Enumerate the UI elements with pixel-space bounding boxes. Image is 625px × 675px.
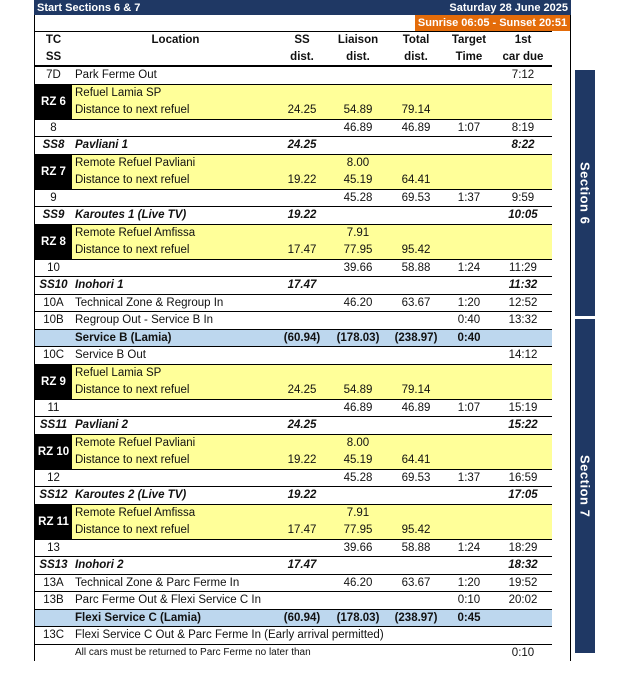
target-time: [444, 276, 494, 294]
refuel-total-blank: [388, 154, 444, 172]
first-car-due: 17:05: [494, 486, 552, 504]
itinerary-sheet: [34, 0, 571, 661]
first-car-due: 18:29: [494, 539, 552, 557]
header2-liaison-dist: dist.: [328, 49, 388, 67]
first-car-due: 14:12: [494, 346, 552, 364]
first-car-due: 8:22: [494, 136, 552, 154]
liaison-distance: [328, 591, 388, 609]
refuel-target: [444, 451, 494, 469]
target-time: [444, 486, 494, 504]
ss-distance: 17.47: [276, 276, 328, 294]
header-location: Location: [72, 31, 276, 49]
tc-code: 13: [35, 539, 72, 557]
first-car-due: 16:59: [494, 469, 552, 487]
first-car-due: 11:29: [494, 259, 552, 277]
refuel-zone-badge: RZ 9: [35, 364, 72, 399]
stage-name: Pavliani 1: [72, 136, 276, 154]
refuel-ss-blank: [276, 84, 328, 102]
refuel-total-dist: 79.14: [388, 381, 444, 399]
target-time: 0:45: [444, 609, 494, 627]
refuel-distance-label: Distance to next refuel: [72, 451, 276, 469]
target-time: [444, 416, 494, 434]
liaison-distance: 45.28: [328, 469, 388, 487]
target-time: [444, 556, 494, 574]
target-time: [444, 66, 494, 84]
refuel-due-blank: [494, 504, 552, 522]
liaison-distance: (178.03): [328, 329, 388, 347]
refuel-location: Remote Refuel Pavliani: [72, 434, 276, 452]
first-car-due: [494, 609, 552, 627]
total-distance: [388, 346, 444, 364]
tc-code: 10: [35, 259, 72, 277]
refuel-ss-blank: [276, 434, 328, 452]
ss-distance: [276, 399, 328, 417]
refuel-location: Refuel Lamia SP: [72, 84, 276, 102]
refuel-ss-blank: [276, 224, 328, 242]
refuel-due-blank: [494, 224, 552, 242]
itinerary-table: [34, 31, 571, 661]
liaison-distance: [328, 486, 388, 504]
refuel-total-dist: 79.14: [388, 101, 444, 119]
refuel-target-blank: [444, 504, 494, 522]
liaison-distance: 46.89: [328, 119, 388, 137]
tc-code: 8: [35, 119, 72, 137]
target-time: 0:10: [444, 591, 494, 609]
refuel-total-blank: [388, 224, 444, 242]
target-time: [444, 136, 494, 154]
ss-distance: [276, 469, 328, 487]
service-name: Flexi Service C (Lamia): [72, 609, 276, 627]
header-first-car-due: 1st: [494, 31, 552, 49]
refuel-due-blank: [494, 154, 552, 172]
refuel-liaison-dist: 45.19: [328, 451, 388, 469]
ss-distance: [276, 346, 328, 364]
liaison-distance: [328, 276, 388, 294]
refuel-total-dist: 64.41: [388, 451, 444, 469]
refuel-due: [494, 381, 552, 399]
header-tc: TC: [35, 31, 72, 49]
ss-distance: (60.94): [276, 329, 328, 347]
stage-name: Karoutes 1 (Live TV): [72, 206, 276, 224]
stage-code: SS11: [35, 416, 72, 434]
refuel-ss-dist: 24.25: [276, 381, 328, 399]
stage-name: Inohori 2: [72, 556, 276, 574]
stage-name: Pavliani 2: [72, 416, 276, 434]
refuel-target: [444, 241, 494, 259]
total-distance: [388, 311, 444, 329]
ss-distance: [276, 294, 328, 312]
refuel-distance-label: Distance to next refuel: [72, 101, 276, 119]
refuel-distance-label: Distance to next refuel: [72, 171, 276, 189]
refuel-liaison-top: [328, 84, 388, 102]
refuel-zone-badge: RZ 11: [35, 504, 72, 539]
first-car-due: 13:32: [494, 311, 552, 329]
refuel-due: [494, 101, 552, 119]
refuel-liaison-top: 8.00: [328, 154, 388, 172]
service-name: Service B (Lamia): [72, 329, 276, 347]
refuel-ss-dist: 19.22: [276, 171, 328, 189]
tc-code: [35, 609, 72, 627]
first-car-due: 15:22: [494, 416, 552, 434]
banner-title: Start Sections 6 & 7: [37, 1, 141, 14]
tc-code: 12: [35, 469, 72, 487]
ss-distance: [276, 119, 328, 137]
liaison-distance: 45.28: [328, 189, 388, 207]
target-time: 1:37: [444, 469, 494, 487]
refuel-target: [444, 381, 494, 399]
location-name: [72, 539, 276, 557]
first-car-due: 19:52: [494, 574, 552, 592]
location-name: [72, 259, 276, 277]
ss-distance: [276, 311, 328, 329]
target-time: [444, 644, 494, 662]
stage-code: SS8: [35, 136, 72, 154]
refuel-liaison-top: 7.91: [328, 504, 388, 522]
title-banner: [34, 0, 571, 15]
total-distance: [388, 626, 444, 644]
stage-code: SS10: [35, 276, 72, 294]
refuel-total-blank: [388, 84, 444, 102]
stage-name: Inohori 1: [72, 276, 276, 294]
first-car-due: 7:12: [494, 66, 552, 84]
first-car-due: 11:32: [494, 276, 552, 294]
liaison-distance: 46.20: [328, 574, 388, 592]
tc-code: 10C: [35, 346, 72, 364]
location-name: Park Ferme Out: [72, 66, 276, 84]
refuel-liaison-top: [328, 364, 388, 382]
stage-code: SS12: [35, 486, 72, 504]
target-time: 1:20: [444, 574, 494, 592]
location-name: Flexi Service C Out & Parc Ferme In (Early arrival permitted): [72, 626, 276, 644]
liaison-distance: [328, 206, 388, 224]
refuel-total-blank: [388, 504, 444, 522]
sunrise-sunset-label: Sunrise 06:05 - Sunset 20:51: [415, 15, 570, 31]
target-time: 1:07: [444, 119, 494, 137]
refuel-ss-blank: [276, 154, 328, 172]
first-car-due: 12:52: [494, 294, 552, 312]
refuel-due: [494, 241, 552, 259]
liaison-distance: [328, 416, 388, 434]
target-time: 0:40: [444, 329, 494, 347]
location-name: Parc Ferme Out & Flexi Service C In: [72, 591, 276, 609]
tc-code: 10B: [35, 311, 72, 329]
total-distance: [388, 136, 444, 154]
first-car-due: 8:19: [494, 119, 552, 137]
refuel-ss-blank: [276, 504, 328, 522]
total-distance: 63.67: [388, 294, 444, 312]
refuel-ss-dist: 17.47: [276, 521, 328, 539]
refuel-target: [444, 521, 494, 539]
header2-target-time: Time: [444, 49, 494, 67]
refuel-liaison-dist: 45.19: [328, 171, 388, 189]
target-time: [444, 346, 494, 364]
header-target-time: Target: [444, 31, 494, 49]
refuel-due-blank: [494, 364, 552, 382]
refuel-target-blank: [444, 224, 494, 242]
location-name: [72, 119, 276, 137]
total-distance: 46.89: [388, 399, 444, 417]
ss-distance: 19.22: [276, 486, 328, 504]
refuel-ss-blank: [276, 364, 328, 382]
first-car-due: [494, 626, 552, 644]
refuel-due: [494, 521, 552, 539]
location-name: Technical Zone & Regroup In: [72, 294, 276, 312]
tc-code: 7D: [35, 66, 72, 84]
tc-code: 9: [35, 189, 72, 207]
ss-distance: 24.25: [276, 136, 328, 154]
header2-location: [72, 49, 276, 67]
target-time: 1:37: [444, 189, 494, 207]
liaison-distance: 46.89: [328, 399, 388, 417]
target-time: 1:20: [444, 294, 494, 312]
tc-code: 10A: [35, 294, 72, 312]
ss-distance: [276, 574, 328, 592]
refuel-zone-badge: RZ 6: [35, 84, 72, 119]
header2-total-dist: dist.: [388, 49, 444, 67]
section-6-label: Section 6: [575, 70, 595, 316]
total-distance: (238.97): [388, 609, 444, 627]
location-name: Regroup Out - Service B In: [72, 311, 276, 329]
first-car-due: [494, 329, 552, 347]
ss-distance: [276, 189, 328, 207]
refuel-target: [444, 171, 494, 189]
refuel-location: Remote Refuel Amfissa: [72, 504, 276, 522]
total-distance: 58.88: [388, 259, 444, 277]
total-distance: 46.89: [388, 119, 444, 137]
header-ss-dist: SS: [276, 31, 328, 49]
liaison-distance: [328, 136, 388, 154]
tc-code: 13B: [35, 591, 72, 609]
refuel-zone-badge: RZ 7: [35, 154, 72, 189]
total-distance: [388, 591, 444, 609]
refuel-liaison-dist: 54.89: [328, 101, 388, 119]
refuel-ss-dist: 24.25: [276, 101, 328, 119]
ss-distance: 19.22: [276, 206, 328, 224]
total-distance: 69.53: [388, 189, 444, 207]
total-distance: [388, 556, 444, 574]
target-time: [444, 626, 494, 644]
refuel-target-blank: [444, 364, 494, 382]
stage-code: SS13: [35, 556, 72, 574]
total-distance: [388, 644, 444, 662]
total-distance: (238.97): [388, 329, 444, 347]
ss-distance: [276, 66, 328, 84]
liaison-distance: (178.03): [328, 609, 388, 627]
ss-distance: [276, 644, 328, 662]
refuel-total-dist: 95.42: [388, 521, 444, 539]
refuel-liaison-top: 8.00: [328, 434, 388, 452]
liaison-distance: [328, 644, 388, 662]
liaison-distance: [328, 66, 388, 84]
total-distance: 58.88: [388, 539, 444, 557]
header2-tc: SS: [35, 49, 72, 67]
liaison-distance: [328, 346, 388, 364]
total-distance: [388, 206, 444, 224]
total-distance: 63.67: [388, 574, 444, 592]
tc-code: 11: [35, 399, 72, 417]
refuel-target: [444, 101, 494, 119]
refuel-location: Remote Refuel Amfissa: [72, 224, 276, 242]
location-name: [72, 469, 276, 487]
refuel-ss-dist: 17.47: [276, 241, 328, 259]
refuel-total-blank: [388, 434, 444, 452]
refuel-liaison-dist: 54.89: [328, 381, 388, 399]
refuel-due: [494, 171, 552, 189]
refuel-target-blank: [444, 434, 494, 452]
location-name: Technical Zone & Parc Ferme In: [72, 574, 276, 592]
total-distance: 69.53: [388, 469, 444, 487]
refuel-zone-badge: RZ 10: [35, 434, 72, 469]
section-7-label: Section 7: [575, 319, 595, 653]
stage-code: SS9: [35, 206, 72, 224]
tc-code: 13C: [35, 626, 72, 644]
first-car-due: 10:05: [494, 206, 552, 224]
location-name: [72, 189, 276, 207]
tc-code: 13A: [35, 574, 72, 592]
ss-distance: [276, 591, 328, 609]
refuel-location: Remote Refuel Pavliani: [72, 154, 276, 172]
refuel-liaison-dist: 77.95: [328, 241, 388, 259]
total-distance: [388, 486, 444, 504]
header-liaison-dist: Liaison: [328, 31, 388, 49]
target-time: 1:07: [444, 399, 494, 417]
liaison-distance: [328, 556, 388, 574]
target-time: 1:24: [444, 539, 494, 557]
target-time: 1:24: [444, 259, 494, 277]
liaison-distance: 39.66: [328, 259, 388, 277]
refuel-distance-label: Distance to next refuel: [72, 381, 276, 399]
refuel-distance-label: Distance to next refuel: [72, 241, 276, 259]
first-car-due: 18:32: [494, 556, 552, 574]
refuel-total-dist: 95.42: [388, 241, 444, 259]
header2-ss-dist: dist.: [276, 49, 328, 67]
ss-distance: [276, 539, 328, 557]
liaison-distance: [328, 311, 388, 329]
ss-distance: [276, 259, 328, 277]
tc-code: [35, 329, 72, 347]
refuel-due-blank: [494, 434, 552, 452]
first-car-due: 9:59: [494, 189, 552, 207]
liaison-distance: 46.20: [328, 294, 388, 312]
first-car-due: 0:10: [494, 644, 552, 662]
refuel-target-blank: [444, 154, 494, 172]
banner-date: Saturday 28 June 2025: [449, 1, 568, 14]
refuel-liaison-dist: 77.95: [328, 521, 388, 539]
refuel-total-dist: 64.41: [388, 171, 444, 189]
ss-distance: 24.25: [276, 416, 328, 434]
sun-row: [34, 15, 571, 31]
location-name: [72, 399, 276, 417]
tc-code: [35, 644, 72, 662]
location-name: All cars must be returned to Parc Ferme no later than: [72, 644, 276, 662]
location-name: Service B Out: [72, 346, 276, 364]
liaison-distance: 39.66: [328, 539, 388, 557]
total-distance: [388, 416, 444, 434]
target-time: 0:40: [444, 311, 494, 329]
first-car-due: 15:19: [494, 399, 552, 417]
target-time: [444, 206, 494, 224]
refuel-distance-label: Distance to next refuel: [72, 521, 276, 539]
total-distance: [388, 276, 444, 294]
ss-distance: 17.47: [276, 556, 328, 574]
refuel-ss-dist: 19.22: [276, 451, 328, 469]
stage-name: Karoutes 2 (Live TV): [72, 486, 276, 504]
header-total-dist: Total: [388, 31, 444, 49]
refuel-zone-badge: RZ 8: [35, 224, 72, 259]
refuel-due-blank: [494, 84, 552, 102]
refuel-total-blank: [388, 364, 444, 382]
header2-first-car-due: car due: [494, 49, 552, 67]
total-distance: [388, 66, 444, 84]
refuel-location: Refuel Lamia SP: [72, 364, 276, 382]
ss-distance: (60.94): [276, 609, 328, 627]
refuel-target-blank: [444, 84, 494, 102]
refuel-liaison-top: 7.91: [328, 224, 388, 242]
refuel-due: [494, 451, 552, 469]
first-car-due: 20:02: [494, 591, 552, 609]
